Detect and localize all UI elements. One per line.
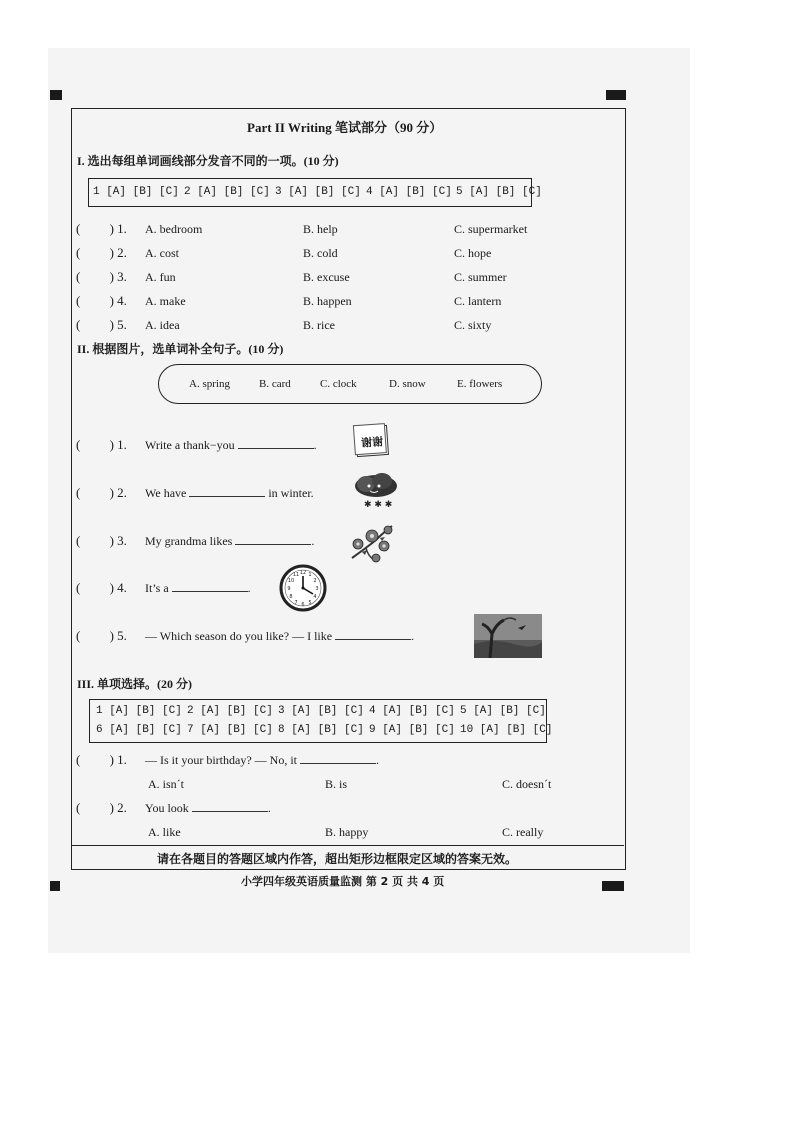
answer-cell[interactable]: 3 [A] [B] [C] bbox=[278, 705, 364, 717]
answer-area-notice: 请在各题目的答题区域内作答，超出矩形边框限定区域的答案无效。 bbox=[157, 852, 518, 866]
snow-cloud-icon bbox=[352, 471, 400, 511]
option-c: C. supermarket bbox=[454, 222, 528, 236]
svg-text:6: 6 bbox=[301, 602, 305, 608]
svg-text:7: 7 bbox=[294, 600, 298, 606]
question-number: ( ) 4. bbox=[76, 580, 127, 595]
option-b: B. happen bbox=[303, 294, 352, 308]
answer-cell[interactable]: 1 [A] [B] [C] bbox=[96, 705, 182, 717]
question-number: ( ) 1. bbox=[76, 752, 127, 767]
svg-text:11: 11 bbox=[292, 572, 300, 578]
option-b: B. rice bbox=[303, 318, 335, 332]
svg-text:1: 1 bbox=[308, 572, 312, 578]
option-a: A. like bbox=[148, 825, 181, 839]
question-text: You look . bbox=[145, 801, 271, 815]
question-text: We have in winter. bbox=[145, 486, 314, 500]
clock-icon bbox=[279, 564, 327, 612]
question-number: ( ) 2. bbox=[76, 245, 127, 260]
option-a: A. cost bbox=[145, 246, 179, 260]
registration-mark-top-right bbox=[606, 90, 626, 100]
option-b: B. cold bbox=[303, 246, 338, 260]
question-text: It’s a . bbox=[145, 581, 251, 595]
answer-cell[interactable]: 10 [A] [B] [C] bbox=[460, 724, 553, 736]
answer-blank[interactable] bbox=[192, 801, 268, 812]
answer-cell[interactable]: 4 [A] [B] [C] bbox=[369, 705, 455, 717]
answer-blank[interactable] bbox=[300, 753, 376, 764]
answer-cell[interactable]: 7 [A] [B] [C] bbox=[187, 724, 273, 736]
answer-blank[interactable] bbox=[172, 581, 248, 592]
option-c: C. doesn´t bbox=[502, 777, 552, 791]
flowers-icon bbox=[346, 518, 398, 564]
option-a: A. bedroom bbox=[145, 222, 203, 236]
svg-text:5: 5 bbox=[308, 600, 312, 606]
question-number: ( ) 3. bbox=[76, 533, 127, 548]
answer-cell[interactable]: 5 [A] [B] [C] bbox=[460, 705, 546, 717]
svg-text:9: 9 bbox=[287, 586, 291, 592]
option-a: A. fun bbox=[145, 270, 176, 284]
answer-cell[interactable]: 2 [A] [B] [C] bbox=[187, 705, 273, 717]
registration-mark-bottom-right bbox=[602, 881, 624, 891]
svg-text:3: 3 bbox=[315, 586, 319, 592]
question-number: ( ) 4. bbox=[76, 293, 127, 308]
answer-cell[interactable]: 6 [A] [B] [C] bbox=[96, 724, 182, 736]
answer-cell[interactable]: 2 [A] [B] [C] bbox=[184, 186, 270, 198]
question-number: ( ) 2. bbox=[76, 485, 127, 500]
word-bank-item: D. snow bbox=[389, 378, 426, 390]
page-footer: 小学四年级英语质量监测 第 2 页 共 4 页 bbox=[241, 875, 445, 888]
word-bank-item: A. spring bbox=[189, 378, 230, 390]
section3-heading: III. 单项选择。(20 分) bbox=[77, 677, 193, 691]
answer-cell[interactable]: 4 [A] [B] [C] bbox=[366, 186, 452, 198]
question-text: Write a thank−you . bbox=[145, 438, 317, 452]
option-c: C. sixty bbox=[454, 318, 492, 332]
question-text: — Is it your birthday? — No, it . bbox=[145, 753, 379, 767]
option-b: B. is bbox=[325, 777, 348, 791]
option-b: B. excuse bbox=[303, 270, 350, 284]
svg-text:12: 12 bbox=[299, 570, 307, 576]
answer-cell[interactable]: 3 [A] [B] [C] bbox=[275, 186, 361, 198]
question-number: ( ) 1. bbox=[76, 437, 127, 452]
svg-text:10: 10 bbox=[287, 578, 295, 584]
answer-blank[interactable] bbox=[189, 486, 265, 497]
answer-cell[interactable]: 9 [A] [B] [C] bbox=[369, 724, 455, 736]
option-b: B. happy bbox=[325, 825, 369, 839]
option-c: C. really bbox=[502, 825, 544, 839]
answer-cell[interactable]: 1 [A] [B] [C] bbox=[93, 186, 179, 198]
word-bank-item: E. flowers bbox=[457, 378, 503, 390]
answer-cell[interactable]: 5 [A] [B] [C] bbox=[456, 186, 542, 198]
option-a: A. isn´t bbox=[148, 777, 184, 791]
answer-cell[interactable]: 8 [A] [B] [C] bbox=[278, 724, 364, 736]
question-number: ( ) 1. bbox=[76, 221, 127, 236]
registration-mark-bottom-left bbox=[50, 881, 60, 891]
question-number: ( ) 5. bbox=[76, 317, 127, 332]
page-title: Part II Writing 笔试部分（90 分） bbox=[247, 120, 443, 135]
svg-text:8: 8 bbox=[289, 594, 293, 600]
option-c: C. hope bbox=[454, 246, 492, 260]
question-number: ( ) 5. bbox=[76, 628, 127, 643]
spring-scene-icon bbox=[474, 614, 542, 658]
option-a: A. make bbox=[145, 294, 186, 308]
question-number: ( ) 3. bbox=[76, 269, 127, 284]
card-icon bbox=[355, 425, 389, 457]
svg-text:2: 2 bbox=[313, 578, 317, 584]
option-c: C. summer bbox=[454, 270, 507, 284]
question-text: — Which season do you like? — I like . bbox=[145, 629, 415, 643]
answer-blank[interactable] bbox=[238, 438, 314, 449]
section2-heading: II. 根据图片，选单词补全句子。(10 分) bbox=[77, 342, 284, 356]
word-bank-item: C. clock bbox=[320, 378, 357, 390]
answer-blank[interactable] bbox=[335, 629, 411, 640]
option-a: A. idea bbox=[145, 318, 180, 332]
registration-mark-top-left bbox=[50, 90, 62, 100]
section1-heading: I. 选出每组单词画线部分发音不同的一项。(10 分) bbox=[77, 154, 339, 168]
question-number: ( ) 2. bbox=[76, 800, 127, 815]
word-bank-item: B. card bbox=[259, 378, 291, 390]
svg-text:4: 4 bbox=[313, 594, 317, 600]
option-c: C. lantern bbox=[454, 294, 502, 308]
svg-text:✱ ✱ ✱: ✱ ✱ ✱ bbox=[364, 500, 393, 510]
option-b: B. help bbox=[303, 222, 338, 236]
card-text: 谢谢 bbox=[360, 435, 384, 450]
answer-blank[interactable] bbox=[235, 534, 311, 545]
question-text: My grandma likes . bbox=[145, 534, 315, 548]
